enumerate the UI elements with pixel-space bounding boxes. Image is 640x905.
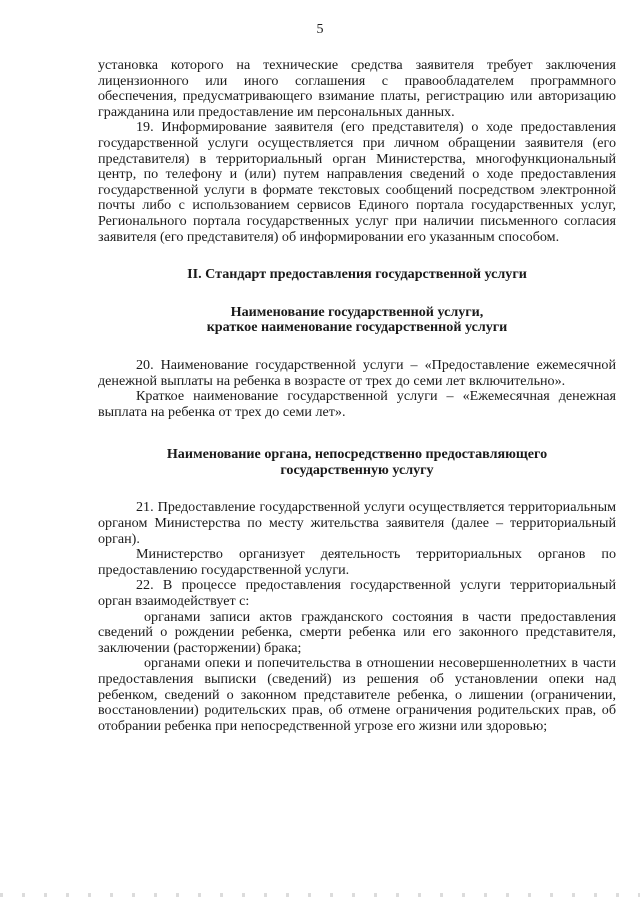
subheading-authority-line1: Наименование органа, непосредственно предоставляющего — [166, 446, 548, 463]
section-heading: II. Стандарт предоставления государственной услуги — [187, 266, 527, 283]
subheading-service-name-line1: Наименование государственной услуги, — [230, 303, 484, 320]
subheading-service-name-line2: краткое наименование государственной услуги — [206, 319, 508, 336]
paragraph-20: 20. Наименование государственной услуги – «Предоставление ежемесячной денежной выплаты на ребенка в возрасте от трех до семи лет включительно». — [98, 356, 616, 389]
paragraph-20-short-name: Краткое наименование государственной услуги – «Ежемесячная денежная выплата на ребенка от трех до семи лет». — [98, 388, 616, 420]
paragraph-21-ministry: Министерство организует деятельность территориальных органов по предоставлению государственной услуги. — [98, 546, 616, 578]
page-number: 5 — [316, 22, 324, 37]
paragraph-21: 21. Предоставление государственной услуги осуществляется территориальным органом Министерства по месту жительства заявителя (далее – территориальный орган). — [98, 499, 616, 547]
paragraph-19: 19. Информирование заявителя (его представителя) о ходе предоставления государственной услуги осуществляется при личном обращении заявителя (его представителя) в территориальный орган Министерства, многофункциональный центр, по телефону и (или) путем направления сведений о ходе предоставления государственной услуги в формате текстовых сообщений посредством электронной почты либо с использованием сервисов Единого портала государственных услуг, Регионального портала государственных услуг при наличии письменного согласия заявителя (его представителя) об информировании его указанным способом. — [98, 119, 616, 245]
paragraph-22-registry: органами записи актов гражданского состояния в части предоставления сведений о рождении ребенка, смерти ребенка или его законного представителя, заключении (расторжении) брака; — [98, 608, 616, 656]
document-body — [98, 58, 616, 734]
paragraph-22: 22. В процессе предоставления государственной услуги территориальный орган взаимодействует с: — [98, 577, 616, 610]
paragraph-continuation: установка которого на технические средства заявителя требует заключения лицензионного или иного соглашения с правообладателем программного обеспечения, предусматривающего взимание платы, регистрацию или авторизацию гражданина или предоставление им персональных данных. — [98, 57, 616, 120]
scan-artifact-dots — [0, 893, 640, 897]
paragraph-22-guardianship: органами опеки и попечительства в отношении несовершеннолетних в части предоставления выписки (сведений) из решения об установлении опеки над ребенком, сведений о законном представителе ребенка, о лишении (ограничении, восстановлении) родительских прав, об отмене ограничения родительских прав, об отобрании ребенка при непосредственной угрозе его жизни или здоровью; — [98, 655, 616, 734]
subheading-authority-line2: государственную услугу — [280, 461, 434, 478]
